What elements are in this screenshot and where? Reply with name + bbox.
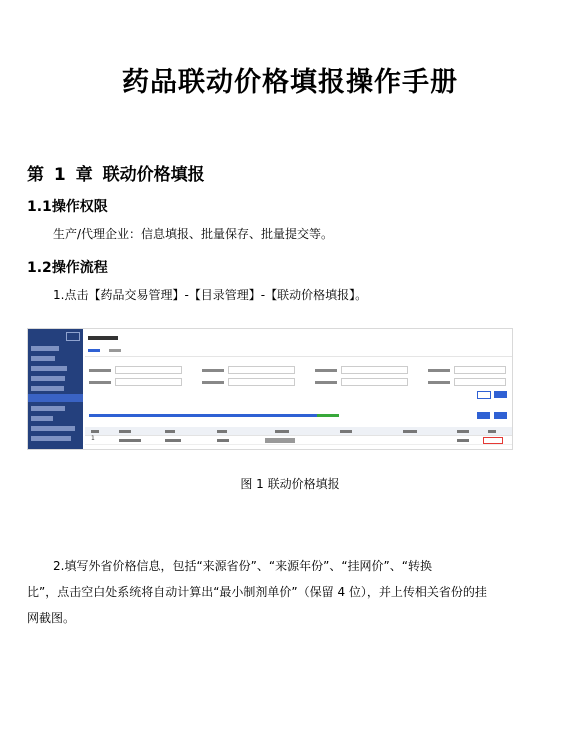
sidebar-item	[31, 356, 55, 361]
filter-input	[454, 366, 506, 374]
row-index: 1	[91, 435, 95, 442]
chapter-prefix: 第	[27, 165, 44, 185]
figure-caption: 图 1 联动价格填报	[240, 477, 340, 491]
sidebar-item	[31, 416, 53, 421]
filter-label	[202, 381, 224, 384]
chapter-title: 联动价格填报	[102, 165, 205, 185]
filter-label	[428, 369, 450, 372]
section-title: 操作流程	[51, 260, 108, 276]
search-button	[494, 391, 507, 398]
sidebar	[28, 329, 83, 449]
column-header	[488, 430, 496, 433]
section-heading-1-1	[27, 196, 108, 216]
sidebar-item	[31, 406, 65, 411]
section-heading-1-2	[27, 257, 108, 277]
step-1-text: 1.点击【药品交易管理】-【目录管理】-【联动价格填报】。	[53, 288, 368, 302]
column-header	[91, 430, 99, 433]
filter-input	[115, 378, 182, 386]
column-header	[275, 430, 289, 433]
tab	[88, 349, 100, 352]
filter-input	[115, 366, 182, 374]
table-cell	[165, 439, 181, 442]
permission-paragraph: 生产/代理企业：信息填报、批量保存、批量提交等。	[53, 227, 334, 241]
column-header	[165, 430, 175, 433]
filter-label	[428, 381, 450, 384]
main-panel	[85, 329, 512, 449]
section-number: 1.1	[27, 199, 52, 215]
figure-1-screenshot	[27, 328, 513, 450]
section-number: 1.2	[27, 260, 52, 276]
column-header	[457, 430, 469, 433]
batch-save-button	[477, 412, 490, 419]
filter-input	[228, 366, 295, 374]
filter-label	[89, 369, 111, 372]
table-cell	[119, 439, 141, 442]
filter-input	[228, 378, 295, 386]
fill-action-highlight	[483, 437, 503, 444]
chapter-number: 1	[53, 165, 66, 185]
sidebar-item	[31, 376, 65, 381]
sidebar-item	[31, 426, 75, 431]
step-2-line-2: 比”，点击空白处系统将自动计算出“最小制剂单价”（保留 4 位），并上传相关省份的挂	[27, 585, 487, 599]
batch-submit-button	[494, 412, 507, 419]
table-row	[85, 437, 512, 445]
sidebar-item	[31, 366, 67, 371]
menu-toggle-icon	[66, 332, 80, 341]
filter-input	[341, 366, 408, 374]
column-header	[119, 430, 131, 433]
column-header	[403, 430, 417, 433]
filter-input	[454, 378, 506, 386]
chapter-heading	[27, 160, 205, 185]
masked-cell	[265, 438, 295, 443]
column-header	[340, 430, 352, 433]
section-title: 操作权限	[51, 199, 108, 215]
filter-label	[315, 369, 337, 372]
step-2-line-1: 2.填写外省价格信息，包括“来源省份”、“来源年份”、“挂网价”、“转换	[53, 559, 432, 573]
filter-input	[341, 378, 408, 386]
filter-label	[202, 369, 224, 372]
filter-label	[89, 381, 111, 384]
table-cell	[457, 439, 469, 442]
document-title: 药品联动价格填报操作手册	[122, 67, 458, 98]
panel-heading	[88, 336, 118, 340]
reset-button	[477, 391, 491, 399]
tab-divider	[85, 356, 512, 357]
table-header	[85, 427, 512, 436]
sidebar-item	[31, 436, 71, 441]
fill-period-notice	[89, 414, 339, 417]
filter-label	[315, 381, 337, 384]
sidebar-item	[31, 386, 64, 391]
sidebar-item-selected	[28, 394, 83, 402]
column-header	[217, 430, 227, 433]
sidebar-item	[31, 346, 59, 351]
status-badge	[317, 414, 339, 417]
chapter-suffix: 章	[75, 165, 93, 185]
tab	[109, 349, 121, 352]
table-cell	[217, 439, 229, 442]
step-2-line-3: 网截图。	[27, 611, 76, 625]
